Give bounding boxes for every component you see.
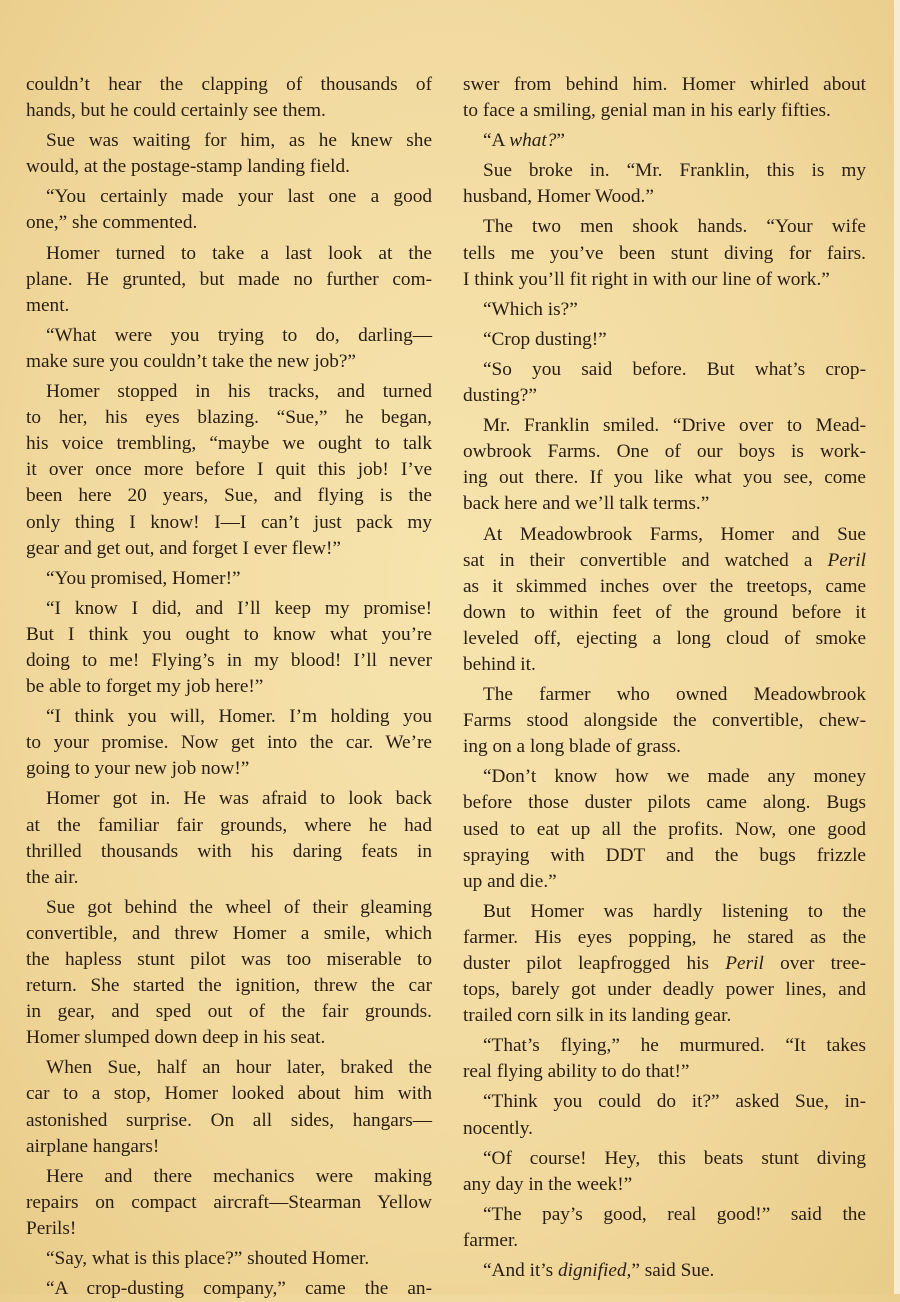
text-line: “Think you could do it?” asked Sue, in-: [483, 1091, 866, 1113]
text-line: back here and we’ll talk terms.”: [463, 493, 710, 515]
paragraph: [463, 1033, 866, 1085]
text-line: the hapless stunt pilot was too miserable to: [26, 949, 432, 970]
paragraph: [463, 128, 866, 154]
text-line: to your promise. Now get into the car. We’re: [26, 732, 432, 754]
text-line: Sue got behind the wheel of their gleaming: [46, 896, 432, 918]
text-line: “Say, what is this place?” shouted Homer.: [46, 1248, 370, 1270]
text-line: make sure you couldn’t take the new job?”: [26, 350, 356, 372]
text-line: down to within feet of the ground before it: [463, 601, 866, 623]
text-line: Homer got in. He was afraid to look back: [46, 788, 432, 810]
text-line: [463, 951, 866, 977]
text-line: Here and there mechanics were making: [46, 1165, 432, 1187]
text-line: repairs on compact aircraft—Stearman Yellow: [26, 1191, 432, 1213]
text-line: dusting?”: [463, 385, 537, 407]
text-line: gear and get out, and forget I ever flew!”: [26, 537, 341, 559]
text-line: used to eat up all the profits. Now, one good: [463, 818, 866, 840]
paragraph: [26, 1276, 432, 1302]
paragraph: [26, 786, 432, 890]
text-line: When Sue, half an hour later, braked the: [46, 1057, 432, 1079]
italic-text: Peril: [827, 549, 866, 571]
text-span: “A: [483, 130, 510, 152]
text-line: real flying ability to do that!”: [463, 1061, 690, 1083]
page-edge: [894, 0, 900, 1294]
text-line: husband, Homer Wood.”: [463, 186, 654, 208]
text-line: hands, but he could certainly see them.: [26, 100, 326, 122]
paragraph: [463, 327, 866, 353]
text-line: ment.: [26, 294, 70, 316]
text-line: thrilled thousands with his daring feats in: [26, 840, 432, 862]
paragraph: [26, 1246, 432, 1272]
text-line: [463, 548, 866, 574]
text-line: But I think you ought to know what you’re: [26, 623, 432, 645]
text-line: “I know I did, and I’ll keep my promise!: [46, 597, 432, 619]
paragraph: [463, 1258, 866, 1284]
text-line: the air.: [26, 866, 79, 888]
text-line: Farms stood alongside the convertible, chew-: [463, 710, 866, 732]
text-line: going to your new job now!”: [26, 758, 250, 780]
paragraph: [26, 895, 432, 1052]
text-line: But Homer was hardly listening to the: [483, 900, 866, 922]
text-span: sat in their convertible and watched a: [463, 549, 828, 571]
text-line: Homer turned to take a last look at the: [46, 242, 432, 264]
text-line: astonished surprise. On all sides, hangars—: [26, 1109, 432, 1131]
text-line: airplane hangars!: [26, 1135, 160, 1157]
paragraph: [26, 323, 432, 375]
text-line: “Of course! Hey, this beats stunt diving: [483, 1147, 866, 1169]
text-span: “And it’s: [483, 1260, 558, 1282]
text-line: trailed corn silk in its landing gear.: [463, 1005, 732, 1027]
text-line: Sue broke in. “Mr. Franklin, this is my: [483, 160, 866, 182]
text-line: tells me you’ve been stunt diving for fairs.: [463, 242, 866, 264]
text-line: couldn’t hear the clapping of thousands of: [26, 74, 432, 95]
text-line: return. She started the ignition, threw the car: [26, 975, 432, 997]
text-line: “That’s flying,” he murmured. “It takes: [483, 1035, 866, 1057]
text-line: to face a smiling, genial man in his early fifties.: [463, 100, 831, 122]
text-line: behind it.: [463, 653, 536, 675]
paragraph: [26, 379, 432, 562]
paragraph: [463, 1146, 866, 1198]
paragraph: [26, 596, 432, 700]
text-line: farmer.: [463, 1229, 519, 1251]
text-line: Mr. Franklin smiled. “Drive over to Mead-: [483, 415, 866, 437]
text-column-left: [26, 72, 432, 1302]
text-line: Perils!: [26, 1217, 77, 1239]
italic-text: dignified,: [557, 1260, 632, 1282]
text-line: convertible, and threw Homer a smile, which: [26, 922, 432, 944]
text-line: The farmer who owned Meadowbrook: [483, 684, 866, 706]
text-line: “Don’t know how we made any money: [483, 766, 866, 788]
text-line: Homer stopped in his tracks, and turned: [46, 381, 432, 403]
text-line: swer from behind him. Homer whirled about: [463, 74, 866, 95]
text-span: ” said Sue.: [631, 1260, 715, 1282]
paragraph: [26, 241, 432, 319]
text-line: “You promised, Homer!”: [46, 567, 241, 589]
text-line: only thing I know! I—I can’t just pack my: [26, 511, 432, 533]
text-line: [463, 128, 866, 154]
text-line: The two men shook hands. “Your wife: [483, 216, 866, 238]
text-line: nocently.: [463, 1117, 533, 1139]
paragraph: [463, 214, 866, 292]
paragraph: [463, 1202, 866, 1254]
paragraph: [463, 413, 866, 517]
text-line: I think you’ll fit right in with our line of work.”: [463, 268, 830, 290]
text-line: Sue was waiting for him, as he knew she: [46, 130, 432, 152]
text-line: “What were you trying to do, darling—: [46, 324, 432, 346]
text-line: “The pay’s good, real good!” said the: [483, 1203, 866, 1225]
text-line: “You certainly made your last one a good: [46, 186, 432, 208]
text-line: to her, his eyes blazing. “Sue,” he began,: [26, 407, 432, 429]
text-line: “I think you will, Homer. I’m holding you: [46, 706, 432, 728]
italic-text: Peril: [725, 953, 764, 974]
text-line: up and die.”: [463, 870, 557, 892]
text-line: be able to forget my job here!”: [26, 676, 264, 698]
text-line: “Which is?”: [483, 298, 578, 320]
text-line: spraying with DDT and the bugs frizzle: [463, 844, 866, 866]
text-line: farmer. His eyes popping, he stared as the: [463, 926, 866, 948]
text-line: would, at the postage-stamp landing field.: [26, 156, 350, 178]
text-line: in gear, and sped out of the fair grounds.: [26, 1001, 432, 1023]
text-span: duster pilot leapfrogged his: [463, 953, 726, 974]
italic-text: what?: [509, 130, 557, 152]
text-line: any day in the week!”: [463, 1173, 633, 1195]
paragraph: [463, 764, 866, 894]
text-line: “Crop dusting!”: [483, 328, 607, 350]
text-line: “So you said before. But what’s crop-: [483, 358, 866, 380]
text-line: At Meadowbrook Farms, Homer and Sue: [483, 523, 866, 545]
text-line: before those duster pilots came along. Bugs: [463, 792, 866, 814]
text-line: [463, 1258, 866, 1284]
text-line: plane. He grunted, but made no further com-: [26, 268, 432, 290]
paragraph: [26, 1164, 432, 1242]
text-span: ”: [556, 130, 565, 152]
paragraph: [26, 1055, 432, 1159]
text-line: his voice trembling, “maybe we ought to talk: [26, 433, 432, 455]
text-line: at the familiar fair grounds, where he had: [26, 814, 432, 836]
paragraph: [463, 1089, 866, 1141]
text-line: ing on a long blade of grass.: [463, 736, 681, 758]
paragraph: [26, 566, 432, 592]
text-line: car to a stop, Homer looked about him with: [26, 1083, 432, 1105]
text-line: tops, barely got under deadly power lines, and: [463, 979, 866, 1001]
text-line: leveled off, ejecting a long cloud of smoke: [463, 627, 866, 649]
paragraph: [463, 522, 866, 679]
paragraph: [463, 158, 866, 210]
paragraph: [26, 184, 432, 236]
text-line: one,” she commented.: [26, 212, 198, 234]
text-line: “A crop-dusting company,” came the an-: [46, 1278, 432, 1300]
text-line: doing to me! Flying’s in my blood! I’ll never: [26, 649, 432, 671]
text-span: over tree-: [763, 953, 866, 974]
paragraph: [26, 128, 432, 180]
paragraph: [463, 899, 866, 1029]
paragraph: [26, 704, 432, 782]
paragraph: [463, 72, 866, 124]
text-line: ing out there. If you like what you see, come: [463, 467, 866, 489]
paragraph: [463, 357, 866, 409]
text-line: Homer slumped down deep in his seat.: [26, 1027, 326, 1049]
text-line: been here 20 years, Sue, and flying is the: [26, 485, 432, 507]
paragraph: [463, 682, 866, 760]
paragraph: [463, 297, 866, 323]
text-line: as it skimmed inches over the treetops, came: [463, 575, 866, 597]
paragraph: [26, 72, 432, 124]
text-line: it over once more before I quit this job! I’ve: [26, 459, 432, 481]
text-column-right: [463, 72, 866, 1284]
text-line: owbrook Farms. One of our boys is work-: [463, 441, 866, 463]
